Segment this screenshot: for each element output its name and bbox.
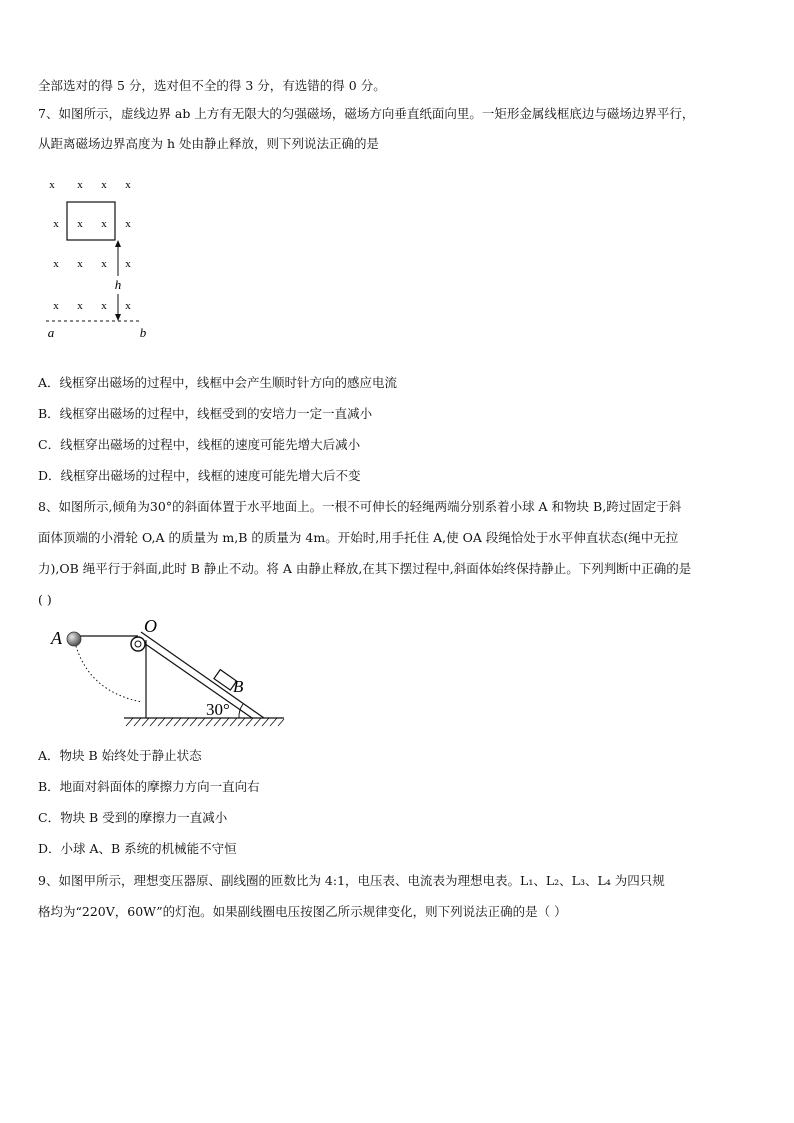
q7-option-b: B．线框穿出磁场的过程中，线框受到的安培力一定一直减小 <box>38 406 373 421</box>
field-mark: x <box>77 258 83 270</box>
label-o: O <box>144 616 157 636</box>
q8-stem-line1: 8、如图所示,倾角为30°的斜面体置于水平地面上。一根不可伸长的轻绳两端分别系着小球 A 和物块 B,跨过固定于斜 <box>38 499 682 514</box>
swing-path <box>76 646 142 702</box>
q8-figure <box>38 614 288 734</box>
field-mark: x <box>53 300 59 312</box>
q7-option-a: A．线框穿出磁场的过程中，线框中会产生顺时针方向的感应电流 <box>38 375 398 390</box>
boundary-label-a: a <box>47 325 55 340</box>
field-mark: x <box>125 258 131 270</box>
q9-stem-line1: 9、如图甲所示，理想变压器原、副线圈的匝数比为 4:1，电压表、电流表为理想电表。L₁、L₂、L₃、L₄ 为四只规 <box>38 873 665 888</box>
field-mark: x <box>53 258 59 270</box>
height-label: h <box>114 277 122 292</box>
q7-option-d: D．线框穿出磁场的过程中，线框的速度可能先增大后不变 <box>38 468 361 483</box>
label-a: A <box>51 628 62 648</box>
intro-text: 全部选对的得 5 分，选对但不全的得 3 分，有选错的得 0 分。 <box>38 78 386 93</box>
q7-option-c: C．线框穿出磁场的过程中，线框的速度可能先增大后减小 <box>38 437 361 452</box>
q8-stem-line2: 面体顶端的小滑轮 O,A 的质量为 m,B 的质量为 4m。开始时,用手托住 A,使 OA 段绳恰处于水平伸直状态(绳中无拉 <box>38 530 679 545</box>
label-b: B <box>233 677 244 696</box>
q7-stem-line2: 从距离磁场边界高度为 h 处由静止释放，则下列说法正确的是 <box>38 136 379 151</box>
q8-option-c: C．物块 B 受到的摩擦力一直减小 <box>38 810 228 825</box>
field-mark: x <box>77 300 83 312</box>
incline-slope <box>141 632 264 718</box>
q8-stem-line3: 力),OB 绳平行于斜面,此时 B 静止不动。将 A 由静止释放,在其下摆过程中,斜面体始终保持静止。下列判断中正确的是 <box>38 561 692 576</box>
ball-a <box>67 632 81 646</box>
field-mark: x <box>77 179 83 191</box>
q8-option-d: D．小球 A、B 系统的机械能不守恒 <box>38 841 237 856</box>
q7-figure <box>38 172 168 344</box>
field-mark: x <box>101 218 107 230</box>
q8-option-a: A．物块 B 始终处于静止状态 <box>38 748 202 763</box>
field-mark: x <box>101 258 107 270</box>
q9-stem-line2: 格均为“220V，60W”的灯泡。如果副线圈电压按图乙所示规律变化，则下列说法正确的是（ ） <box>38 904 567 919</box>
boundary-label-b: b <box>139 325 147 340</box>
field-mark: x <box>125 179 131 191</box>
field-mark: x <box>101 179 107 191</box>
arrow-head-down <box>115 314 121 321</box>
field-mark: x <box>125 300 131 312</box>
q8-stem-line4: ( ) <box>38 592 52 607</box>
field-mark: x <box>53 218 59 230</box>
field-mark: x <box>125 218 131 230</box>
wire-frame <box>67 202 115 240</box>
q8-option-b: B．地面对斜面体的摩擦力方向一直向右 <box>38 779 260 794</box>
arrow-head-up <box>115 240 121 247</box>
q7-stem-line1: 7、如图所示，虚线边界 ab 上方有无限大的匀强磁场，磁场方向垂直纸面向里。一矩形金属线框底边与磁场边界平行， <box>38 106 695 121</box>
pulley <box>131 637 145 651</box>
field-mark: x <box>77 218 83 230</box>
label-angle: 30° <box>206 700 230 719</box>
field-mark: x <box>101 300 107 312</box>
field-mark: x <box>49 179 55 191</box>
